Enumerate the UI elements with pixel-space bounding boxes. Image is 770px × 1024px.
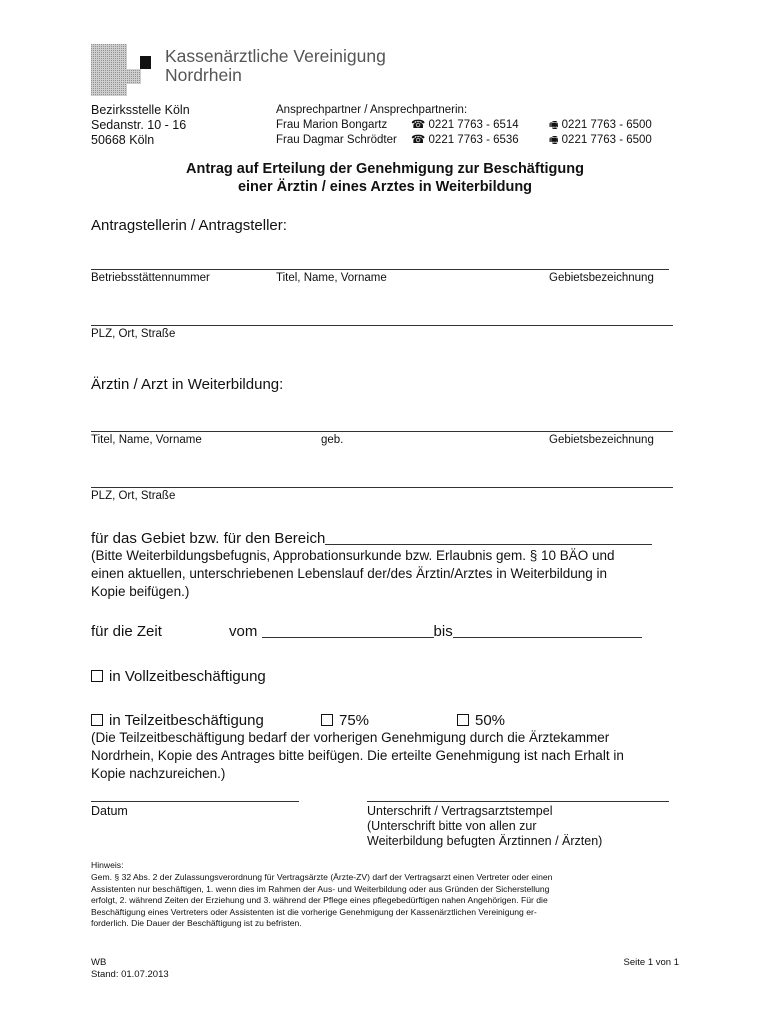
period-to-label: bis [433, 623, 453, 640]
form-date: Stand: 01.07.2013 [91, 969, 169, 980]
contact-name-1: Frau Marion Bongartz [276, 119, 388, 131]
hint-title: Hinweis: [91, 860, 124, 870]
parttime-label: in Teilzeitbeschäftigung [109, 712, 264, 729]
parttime-75-label: 75% [339, 712, 370, 729]
parttime-50-option[interactable] [457, 712, 505, 729]
parttime-50-checkbox[interactable] [457, 714, 469, 726]
telephone-icon: ☎ [411, 134, 426, 146]
applicant-heading: Antragstellerin / Antragsteller: [91, 217, 287, 234]
parttime-75-checkbox[interactable] [321, 714, 333, 726]
area-note-line1: (Bitte Weiterbildungsbefugnis, Approbationsurkunde bzw. Erlaubnis gem. § 10 BÄO und [91, 548, 615, 563]
org-name-line1: Kassenärztliche Vereinigung [165, 46, 386, 66]
period-label: für die Zeit [91, 623, 162, 640]
office-street: Sedanstr. 10 - 16 [91, 118, 187, 132]
form-title-line1: Antrag auf Erteilung der Genehmigung zur Beschäftigung [186, 161, 584, 177]
contact-title: Ansprechpartner / Ansprechpartnerin: [276, 104, 468, 116]
field-label-address: PLZ, Ort, Straße [91, 328, 176, 340]
office-name: Bezirksstelle Köln [91, 103, 190, 117]
parttime-checkbox[interactable] [91, 714, 103, 726]
contact-phone-1: ☎ 0221 7763 - 6514 [411, 119, 519, 131]
parttime-75-option[interactable] [321, 712, 369, 729]
period-range [229, 623, 642, 640]
field-label-gebiet: Gebietsbezeichnung [549, 272, 654, 284]
hint-text [91, 872, 691, 930]
kv-nordrhein-logo [91, 44, 153, 96]
trainee-heading: Ärztin / Arzt in Weiterbildung: [91, 376, 284, 393]
field-label-name: Titel, Name, Vorname [276, 272, 387, 284]
field-label-birthdate: geb. [321, 434, 344, 446]
signature-label-line1: Unterschrift / Vertragsarztstempel [367, 804, 553, 818]
office-city: 50668 Köln [91, 133, 155, 147]
fulltime-option[interactable] [91, 668, 266, 685]
area-row [91, 530, 652, 547]
fulltime-label: in Vollzeitbeschäftigung [109, 668, 266, 685]
trainee-row2-line[interactable] [91, 487, 673, 488]
telephone-icon: ☎ [411, 119, 426, 131]
trainee-row1-line[interactable] [91, 431, 673, 432]
period-from-field[interactable] [262, 624, 434, 638]
field-label-betriebsstaettennummer: Betriebsstättennummer [91, 272, 210, 284]
footer-left [91, 957, 169, 981]
contact-fax-2: 🖷 0221 7763 - 6500 [549, 134, 652, 146]
form-code: WB [91, 957, 107, 968]
period-from-label: vom [229, 623, 258, 640]
hint-line-4: Beschäftigung eines Vertreters oder Assistenten ist die vorherige Genehmigung der Kassenärztlichen Vereinigung er- [91, 906, 537, 917]
hint-line-3: erfolgt, 2. während Zeiten der Erziehung und 3. während der Pflege eines pflegebedürftigen nahen Angehörigen. Für die [91, 895, 548, 905]
page-number: Seite 1 von 1 [623, 957, 679, 968]
field-label-trainee-address: PLZ, Ort, Straße [91, 490, 176, 502]
area-note [91, 547, 615, 601]
area-label: für das Gebiet bzw. für den Bereich [91, 530, 326, 547]
area-field[interactable] [325, 531, 652, 545]
signature-label [367, 804, 602, 849]
parttime-note-line1: (Die Teilzeitbeschäftigung bedarf der vorherigen Genehmigung durch die Ärztekammer [91, 730, 610, 745]
parttime-note-line2: Nordrhein, Kopie des Antrages bitte beifügen. Die erteilte Genehmigung ist nach Erhalt in [91, 748, 624, 763]
hint-line-1: Gem. § 32 Abs. 2 der Zulassungsverordnung für Vertragsärzte (Ärzte-ZV) darf der Vertragsarzt einen Vertreter oder einen [91, 872, 553, 882]
org-name-line2: Nordrhein [165, 65, 242, 85]
date-field-line[interactable] [91, 801, 299, 802]
form-title-line2: einer Ärztin / eines Arztes in Weiterbildung [237, 179, 533, 195]
applicant-row2-line[interactable] [91, 325, 673, 326]
hint-line-5: forderlich. Die Dauer der Beschäftigung ist zu befristen. [91, 918, 302, 928]
contact-name-2: Frau Dagmar Schrödter [276, 134, 397, 146]
parttime-option[interactable] [91, 712, 264, 729]
form-title [0, 160, 770, 196]
area-note-line3: Kopie beifügen.) [91, 584, 190, 599]
office-address [91, 103, 190, 148]
signature-field-line[interactable] [367, 801, 669, 802]
fax-icon: 🖷 [549, 120, 559, 131]
contact-fax-1: 🖷 0221 7763 - 6500 [549, 119, 652, 131]
area-note-line2: einen aktuellen, unterschriebenen Lebenslauf der/des Ärztin/Arztes in Weiterbildung in [91, 566, 608, 581]
applicant-row1-line[interactable] [91, 269, 669, 270]
field-label-trainee-name: Titel, Name, Vorname [91, 434, 202, 446]
period-to-field[interactable] [453, 624, 642, 638]
contact-phone-2: ☎ 0221 7763 - 6536 [411, 134, 519, 146]
fax-icon: 🖷 [549, 135, 559, 146]
field-label-trainee-gebiet: Gebietsbezeichnung [549, 434, 654, 446]
parttime-50-label: 50% [475, 712, 506, 729]
signature-label-line2: (Unterschrift bitte von allen zur [367, 819, 537, 833]
org-name [165, 47, 386, 85]
fulltime-checkbox[interactable] [91, 670, 103, 682]
parttime-note-line3: Kopie nachzureichen.) [91, 766, 226, 781]
hint-line-2: Assistenten nur beschäftigen, 1. wenn dies im Rahmen der Aus- und Weiterbildung oder aus Gründen der Sicherstellung [91, 883, 550, 894]
signature-label-line3: Weiterbildung befugten Ärztinnen / Ärzten) [367, 834, 603, 848]
parttime-note [91, 729, 624, 783]
date-label: Datum [91, 804, 128, 818]
